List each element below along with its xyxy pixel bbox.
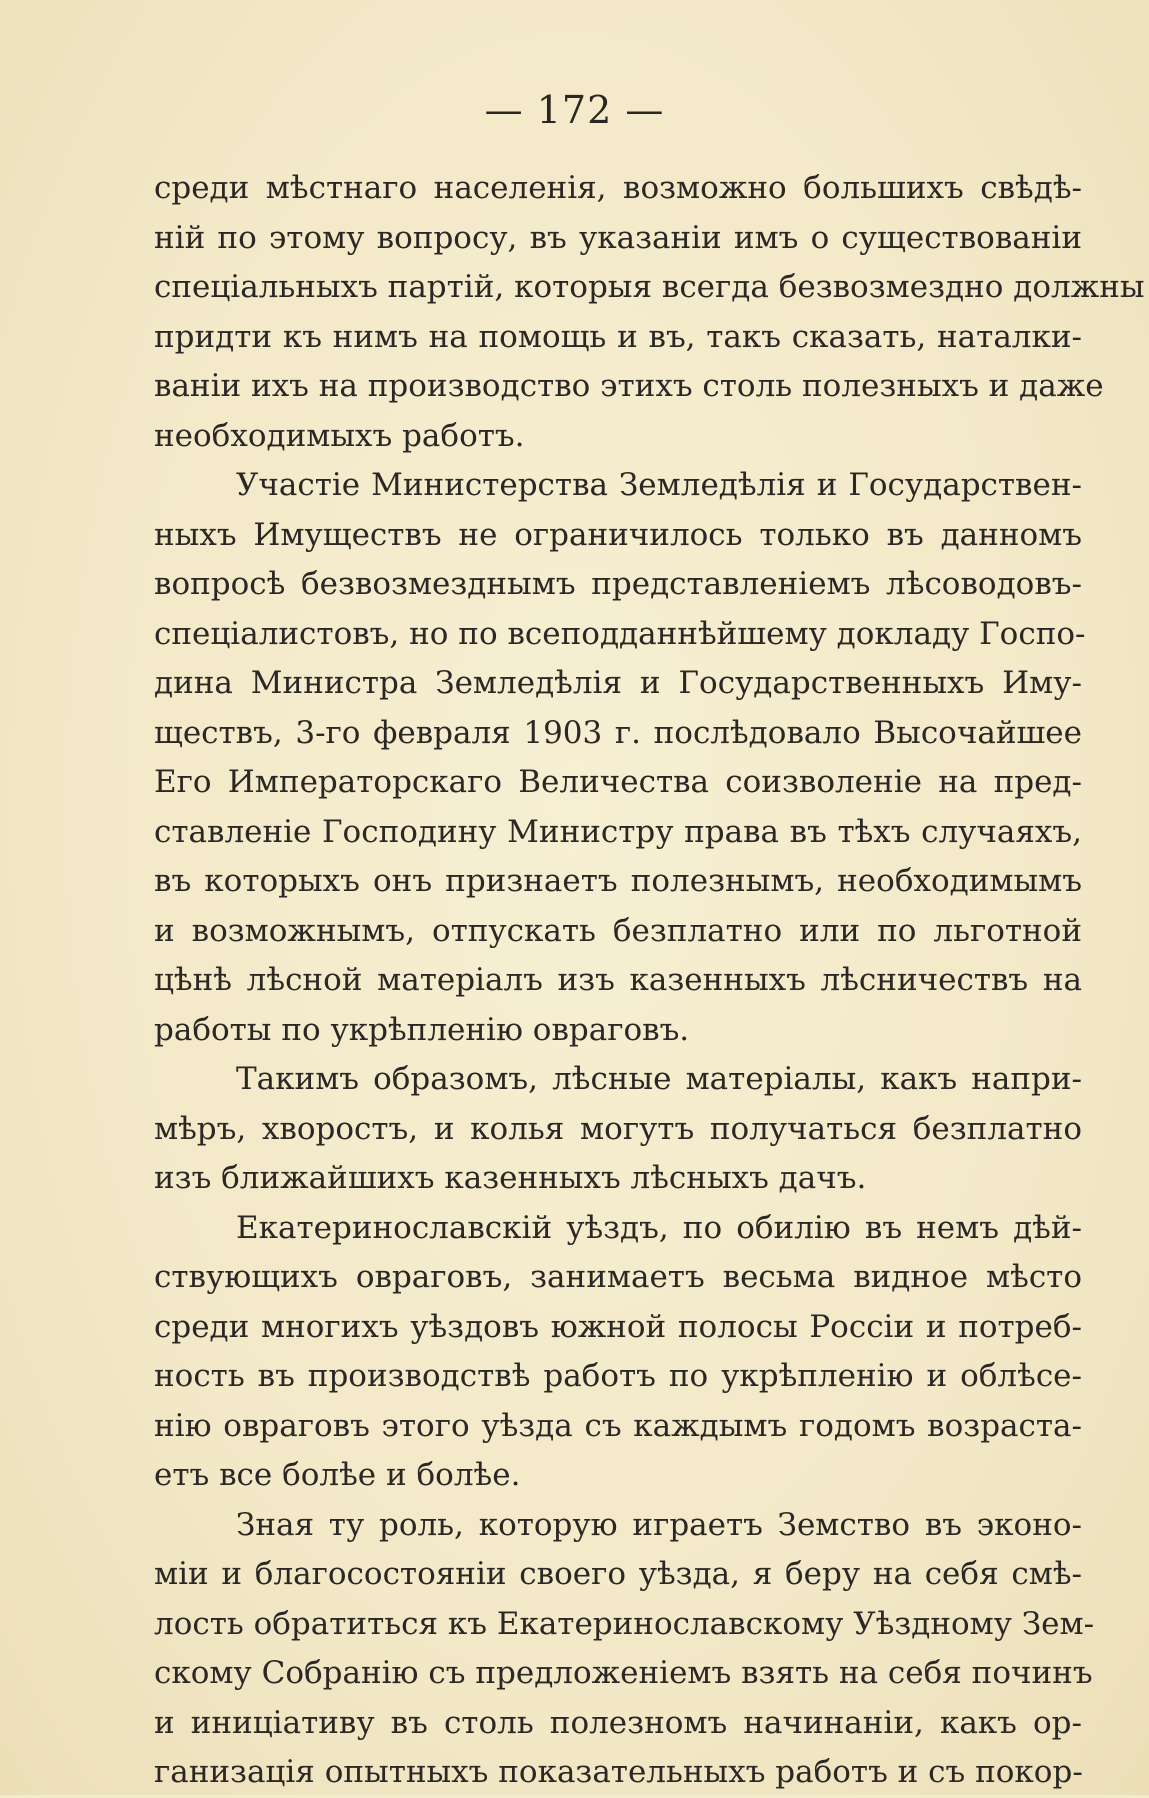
text-line: ганизація опытныхъ показательныхъ работъ и съ покор- bbox=[154, 1754, 1083, 1790]
text-line: Его Императорскаго Величества соизволеніе на пред- bbox=[154, 764, 1082, 800]
text-line: ставленіе Господину Министру права въ тѣхъ случаяхъ, bbox=[154, 813, 1082, 850]
text-line: скому Собранію съ предложеніемъ взять на себя починъ bbox=[154, 1655, 1093, 1691]
text-line: придти къ нимъ на помощь и въ, такъ сказать, наталки- bbox=[154, 318, 1082, 355]
paragraph-4 bbox=[154, 1204, 1082, 1501]
body-text bbox=[154, 164, 1145, 1798]
text-line: Екатеринославскій уѣздъ, по обилію въ немъ дѣй- bbox=[236, 1209, 1082, 1246]
text-line: лость обратиться къ Екатеринославскому Уѣздному Зем- bbox=[154, 1605, 1095, 1642]
text-line: міи и благосостояніи своего уѣзда, я беру на себя смѣ- bbox=[154, 1556, 1082, 1592]
text-line: ствующихъ овраговъ, занимаетъ весьма видное мѣсто bbox=[154, 1259, 1082, 1295]
text-line: етъ все болѣе и болѣе. bbox=[154, 1457, 521, 1493]
text-line: вопросѣ безвозмезднымъ представленіемъ лѣсоводовъ- bbox=[154, 566, 1082, 602]
text-line: въ которыхъ онъ признаетъ полезнымъ, необходимымъ bbox=[154, 863, 1082, 899]
paragraph-1 bbox=[154, 164, 1145, 461]
text-line: необходимыхъ работъ. bbox=[154, 417, 525, 454]
text-line: спеціальныхъ партій, которыя всегда безвозмездно должны bbox=[154, 269, 1145, 305]
page-number: — 172 — bbox=[484, 88, 665, 132]
paragraph-2 bbox=[154, 461, 1086, 1055]
text-line: среди многихъ уѣздовъ южной полосы Россіи и потреб- bbox=[154, 1308, 1082, 1345]
paragraph-5 bbox=[154, 1501, 1095, 1798]
text-line: работы по укрѣпленію овраговъ. bbox=[154, 1011, 690, 1048]
text-line: Участіе Министерства Земледѣлія и Государствен- bbox=[236, 467, 1082, 503]
text-line: мѣръ, хворостъ, и колья могутъ получаться безплатно bbox=[154, 1110, 1082, 1147]
text-line: и иниціативу въ столь полезномъ начинаніи, какъ ор- bbox=[154, 1704, 1082, 1741]
paragraph-3 bbox=[154, 1055, 1082, 1204]
text-line: ваніи ихъ на производство этихъ столь полезныхъ и даже bbox=[154, 368, 1104, 404]
text-line: ныхъ Имуществъ не ограничилось только въ данномъ bbox=[154, 516, 1082, 553]
text-line: цѣнѣ лѣсной матеріалъ изъ казенныхъ лѣсничествъ на bbox=[154, 962, 1082, 998]
text-line: нію овраговъ этого уѣзда съ каждымъ годомъ возраста- bbox=[154, 1407, 1082, 1444]
text-line: дина Министра Земледѣлія и Государственныхъ Иму- bbox=[154, 665, 1082, 701]
text-line: Такимъ образомъ, лѣсные матеріалы, какъ напри- bbox=[236, 1061, 1082, 1097]
text-line: среди мѣстнаго населенія, возможно большихъ свѣдѣ- bbox=[154, 170, 1082, 206]
text-line: ность въ производствѣ работъ по укрѣпленію и облѣсе- bbox=[154, 1358, 1082, 1394]
text-line: Зная ту роль, которую играетъ Земство въ эконо- bbox=[236, 1506, 1082, 1543]
text-line: ній по этому вопросу, въ указаніи имъ о существованіи bbox=[154, 219, 1082, 256]
text-line: изъ ближайшихъ казенныхъ лѣсныхъ дачъ. bbox=[154, 1160, 867, 1196]
text-line: спеціалистовъ, но по всеподданнѣйшему докладу Госпо- bbox=[154, 615, 1086, 652]
text-line: и возможнымъ, отпускать безплатно или по льготной bbox=[154, 912, 1082, 949]
text-line: ществъ, 3-го февраля 1903 г. послѣдовало Высочайшее bbox=[154, 714, 1082, 751]
